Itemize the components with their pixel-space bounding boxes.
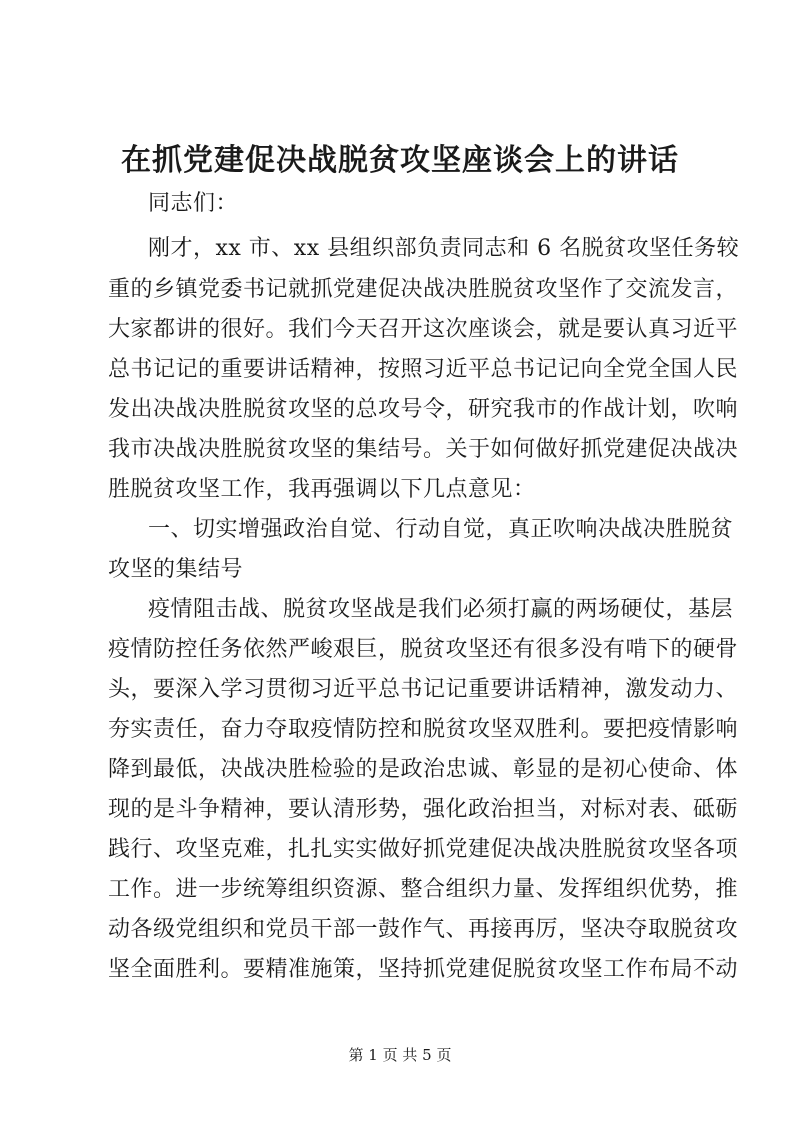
text-line: 疫情阻击战、脱贫攻坚战是我们必须打赢的两场硬仗，基层 [148,597,734,622]
text-line: 践行、攻坚克难，扎扎实实做好抓党建促决战决胜脱贫攻坚各项 [108,837,739,862]
text-line: 疫情防控任务依然严峻艰巨，脱贫攻坚还有很多没有啃下的硬骨 [108,637,739,662]
text-line: 工作。进一步统筹组织资源、整合组织力量、发挥组织优势，推 [108,877,739,902]
text-line: 现的是斗争精神，要认清形势，强化政治担当，对标对表、砥砺 [108,797,739,822]
text-line: 发出决战决胜脱贫攻坚的总攻号令，研究我市的作战计划，吹响 [108,397,739,422]
text-line: 刚才，xx 市、xx 县组织部负责同志和 6 名脱贫攻坚任务较 [148,236,740,261]
section-heading: 一、切实增强政治自觉、行动自觉，真正吹响决战决胜脱贫 [148,517,734,542]
section-heading: 攻坚的集结号 [108,557,244,582]
text-line: 同志们： [148,191,239,216]
text-line: 我市决战决胜脱贫攻坚的集结号。关于如何做好抓党建促决战决 [108,437,739,462]
text-line: 夯实责任，奋力夺取疫情防控和脱贫攻坚双胜利。要把疫情影响 [108,717,739,742]
document-title: 在抓党建促决战脱贫攻坚座谈会上的讲话 [121,143,679,178]
text-line: 降到最低，决战决胜检验的是政治忠诚、彰显的是初心使命、体 [108,757,739,782]
text-line: 头，要深入学习贯彻习近平总书记记重要讲话精神，激发动力、 [108,677,739,702]
text-line: 动各级党组织和党员干部一鼓作气、再接再厉，坚决夺取脱贫攻 [108,917,739,942]
text-line: 总书记记的重要讲话精神，按照习近平总书记记向全党全国人民 [108,357,739,382]
page-number-footer: 第 1 页 共 5 页 [348,1046,452,1064]
text-line: 大家都讲的很好。我们今天召开这次座谈会，就是要认真习近平 [108,317,739,342]
text-line: 重的乡镇党委书记就抓党建促决战决胜脱贫攻坚作了交流发言， [108,277,739,302]
text-line: 胜脱贫攻坚工作，我再强调以下几点意见： [108,477,536,502]
text-line: 坚全面胜利。要精准施策，坚持抓党建促脱贫攻坚工作布局不动 [108,957,739,982]
